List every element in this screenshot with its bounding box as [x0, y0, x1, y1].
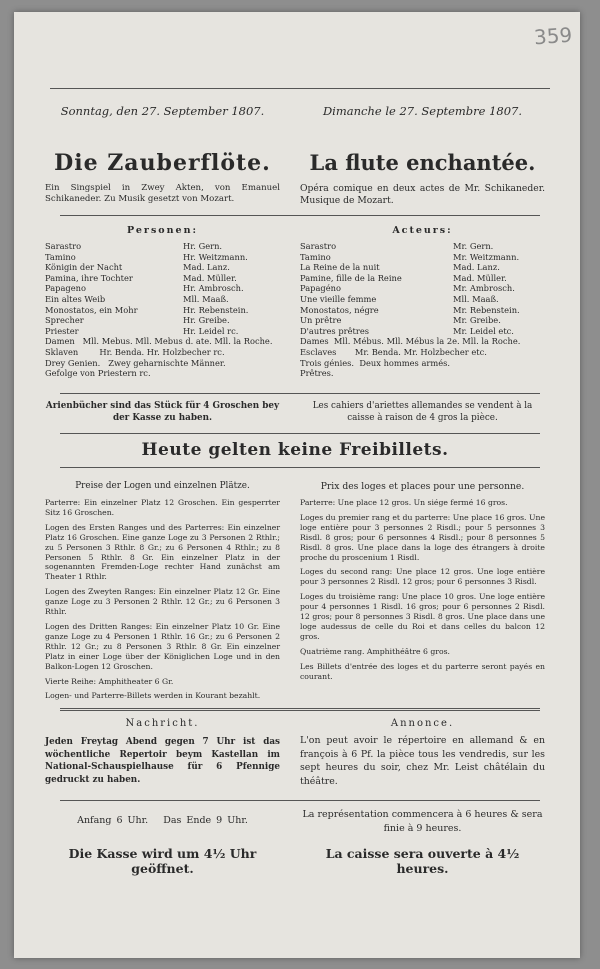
price-list-german [45, 498, 280, 706]
cast-extra-line: Dames Mll. Mébus. Mll. Mébus la 2e. Mll. la Roche. [300, 336, 521, 347]
cast-extra-line: Gefolge von Priestern rc. [45, 368, 151, 379]
actor-name: Mr. Rebenstein. [453, 304, 520, 315]
price-entry: Logen des Dritten Ranges: Ein einzelner Platz 10 Gr. Eine ganze Loge zu 4 Personen 1 Rthlr. 16 Gr.; zu 6 Personen 2 Rthlr. 12 Gr.; zu 8 Personen 3 Rthlr. 8 Gr. Ein einzelner Platz in einer Loge über der Königlichen Loge und in den Balkon-Logen 12 Groschen. [45, 621, 280, 671]
actor-name: Hr. Weitzmann. [183, 251, 248, 262]
actor-name: Mad. Müller. [453, 272, 507, 283]
actor-name: Mad. Lanz. [183, 262, 230, 273]
start-time-french: La représentation commencera à 6 heures & sera finie à 9 heures. [302, 809, 543, 834]
arien-note-german: Arienbücher sind das Stück für 4 Groschen bey der Kasse zu haben. [45, 401, 280, 423]
price-entry: Logen des Ersten Ranges und des Parterres: Ein einzelner Platz 16 Groschen. Eine ganze Loge zu 3 Personen 2 Rthlr.; zu 5 Personen 3 Rthlr. 8 Gr.; zu 6 Personen 4 Rthlr.; zu 8 Personen 5 Rthlr. 8 Gr. Ein einzelner Platz in der sogenannten Fremden-Loge rechter Hand zunächst am Theater 1 Rthlr. [45, 522, 280, 582]
cast-list-german [45, 241, 280, 379]
cast-row [45, 294, 280, 305]
end-time-german: Das Ende 9 Uhr. [163, 815, 248, 826]
role-name: Pamine, fille de la Reine [300, 272, 402, 283]
cast-header-german: Personen: [127, 225, 198, 236]
title-rule [60, 215, 540, 216]
role-name: Priester [45, 325, 79, 336]
banner-rule-bottom [60, 467, 540, 468]
actor-name: Mad. Müller. [183, 272, 237, 283]
cast-extra-line: Drey Genien. Zwey geharnischte Männer. [45, 357, 226, 368]
cast-extra-line: Sklaven Hr. Benda. Hr. Holzbecher rc. [45, 346, 225, 357]
role-name: Ein altes Weib [45, 293, 106, 304]
actor-name: Mr. Gern. [453, 241, 494, 251]
price-entry: Vierte Reihe: Amphitheater 6 Gr. [45, 676, 174, 686]
actor-name: Mr. Weitzmann. [453, 251, 520, 262]
actor-name: Hr. Rebenstein. [183, 304, 249, 315]
price-entry: Loges du troisième rang: Une place 10 gros. Une loge entière pour 4 personnes 1 Risdl. 16 gros; pour 6 personnes 2 Risdl. 12 gros; pour 8 personnes 3 Risdl. 8 gros. Une place dans une loge audessus de celle du Roi et dans celles du balcon 12 gros. [300, 592, 545, 641]
no-free-tickets-banner: Heute gelten keine Freibillets. [141, 440, 449, 460]
role-name: Sprecher [45, 315, 84, 326]
price-entry: Quatrième rang. Amphithéâtre 6 gros. [300, 646, 450, 656]
cast-row [300, 273, 545, 284]
cast-header-french: Acteurs: [392, 225, 453, 236]
cast-row [45, 305, 280, 316]
cast-row [300, 315, 545, 326]
role-name: Monostatos, négre [300, 304, 379, 315]
date-french: Dimanche le 27. Septembre 1807. [322, 104, 523, 118]
role-name: Un prêtre [300, 315, 342, 326]
box-office-german: Die Kasse wird um 4½ Uhr geöffnet. [68, 846, 257, 876]
cast-row [300, 241, 545, 252]
cast-row [45, 283, 280, 294]
cast-row [300, 294, 545, 305]
actor-name: Mad. Lanz. [453, 262, 500, 273]
actor-name: Hr. Greibe. [183, 315, 230, 326]
role-name: Tamino [300, 251, 331, 262]
subtitle-french: Opéra comique en deux actes de Mr. Schikaneder. Musique de Mozart. [300, 183, 545, 206]
annonce-text: L'on peut avoir le répertoire en allemand & en françois à 6 Pf. la pièce tous les vendredis, sur les sept heures du soir, chez Mr. Leist châtélain du théâtre. [300, 735, 545, 787]
price-entry: Les Billets d'entrée des loges et du parterre seront payés en courant. [300, 661, 545, 681]
cast-row [45, 262, 280, 273]
cast-row [45, 241, 280, 252]
role-name: Monostatos, ein Mohr [45, 304, 138, 315]
role-name: Papagéno [300, 283, 341, 294]
price-entry: Logen des Zweyten Ranges: Ein einzelner Platz 12 Gr. Eine ganze Loge zu 3 Personen 2 Rthlr. 12 Gr.; zu 6 Personen 3 Rthlr. [45, 587, 280, 617]
role-name: Königin der Nacht [45, 262, 123, 273]
top-rule [50, 88, 550, 89]
title-french: La flute enchantée. [309, 150, 536, 175]
actor-name: Mr. Greibe. [453, 315, 501, 326]
cast-extra-line: Prêtres. [300, 368, 334, 379]
subtitle-german: Ein Singspiel in Zwey Akten, von Emanuel Schikaneder. Zu Musik gesetzt von Mozart. [45, 183, 280, 204]
actor-name: Hr. Leidel rc. [183, 325, 239, 336]
actor-name: Mll. Maaß. [183, 293, 229, 304]
prices-title-german: Preise der Logen und einzelnen Plätze. [75, 481, 250, 491]
notice-rule [60, 708, 540, 711]
cast-row [300, 283, 545, 294]
price-entry: Loges du second rang: Une place 12 gros. Une loge entière pour 3 personnes 2 Risdl. 12 gros; pour 6 personnes 3 Risdl. [300, 567, 545, 587]
banner-rule-top [60, 433, 540, 434]
price-entry: Parterre: Une place 12 gros. Un siége fermé 16 gros. [300, 498, 508, 507]
prices-title-french: Prix des loges et places pour une personne. [320, 481, 525, 492]
annonce-title: Annonce. [390, 718, 455, 729]
cast-list-french [300, 241, 545, 379]
start-end-german [45, 815, 280, 826]
cast-extra-line: Esclaves Mr. Benda. Mr. Holzbecher etc. [300, 346, 487, 357]
date-german: Sonntag, den 27. September 1807. [60, 104, 265, 118]
role-name: Papageno [45, 283, 86, 294]
cast-row [45, 326, 280, 337]
cast-row [45, 273, 280, 284]
actor-name: Hr. Gern. [183, 241, 223, 251]
cast-extra-line: Damen Mll. Mebus. Mll. Mebus d. ate. Mll. la Roche. [45, 336, 273, 347]
role-name: D'autres prêtres [300, 325, 369, 336]
role-name: Sarastro [45, 241, 82, 251]
role-name: Sarastro [300, 241, 337, 251]
cast-row [300, 326, 545, 337]
cast-row [45, 252, 280, 263]
price-entry: Loges du premier rang et du parterre: Une place 16 gros. Une loge entière pour 3 personnes 2 Risdl.; pour 5 personnes 3 Risdl. 8 gros; pour 6 personnes 4 Risdl.; pour 8 personnes 5 Risdl. 8 gros. Une place dans la loge des étrangers à droite proche du proscenium 1 Risdl. [300, 512, 545, 562]
role-name: Pamina, ihre Tochter [45, 272, 133, 283]
cast-row [300, 252, 545, 263]
price-list-french [300, 498, 545, 687]
nachricht-text: Jeden Freytag Abend gegen 7 Uhr ist das wöchentliche Repertoir beym Kastellan im National-Schauspielhause für 6 Pfennige gedruckt zu haben. [45, 737, 280, 785]
role-name: Tamino [45, 251, 76, 262]
time-rule [60, 800, 540, 801]
price-entry: Logen- und Parterre-Billets werden in Kourant bezahlt. [45, 691, 261, 701]
cast-row [300, 262, 545, 273]
actor-name: Mr. Ambrosch. [453, 283, 515, 294]
cast-row [300, 305, 545, 316]
actor-name: Mll. Maaß. [453, 293, 499, 304]
cast-row [45, 315, 280, 326]
box-office-french: La caisse sera ouverte à 4½ heures. [325, 846, 520, 876]
title-german: Die Zauberflöte. [54, 150, 271, 176]
price-entry: Parterre: Ein einzelner Platz 12 Groschen. Ein gesperrter Sitz 16 Groschen. [45, 498, 280, 517]
actor-name: Mr. Leidel etc. [453, 325, 514, 336]
cast-rule [60, 393, 540, 394]
arien-note-french: Les cahiers d'ariettes allemandes se vendent à la caisse à raison de 4 gros la pièce. [312, 401, 533, 423]
role-name: La Reine de la nuit [300, 262, 380, 273]
role-name: Une vieille femme [300, 293, 377, 304]
cast-extra-line: Trois génies. Deux hommes armés. [300, 357, 451, 368]
manuscript-page-number: 359 [533, 22, 573, 50]
start-time-german: Anfang 6 Uhr. [77, 815, 149, 826]
actor-name: Hr. Ambrosch. [183, 283, 244, 294]
nachricht-title: Nachricht. [125, 718, 200, 729]
